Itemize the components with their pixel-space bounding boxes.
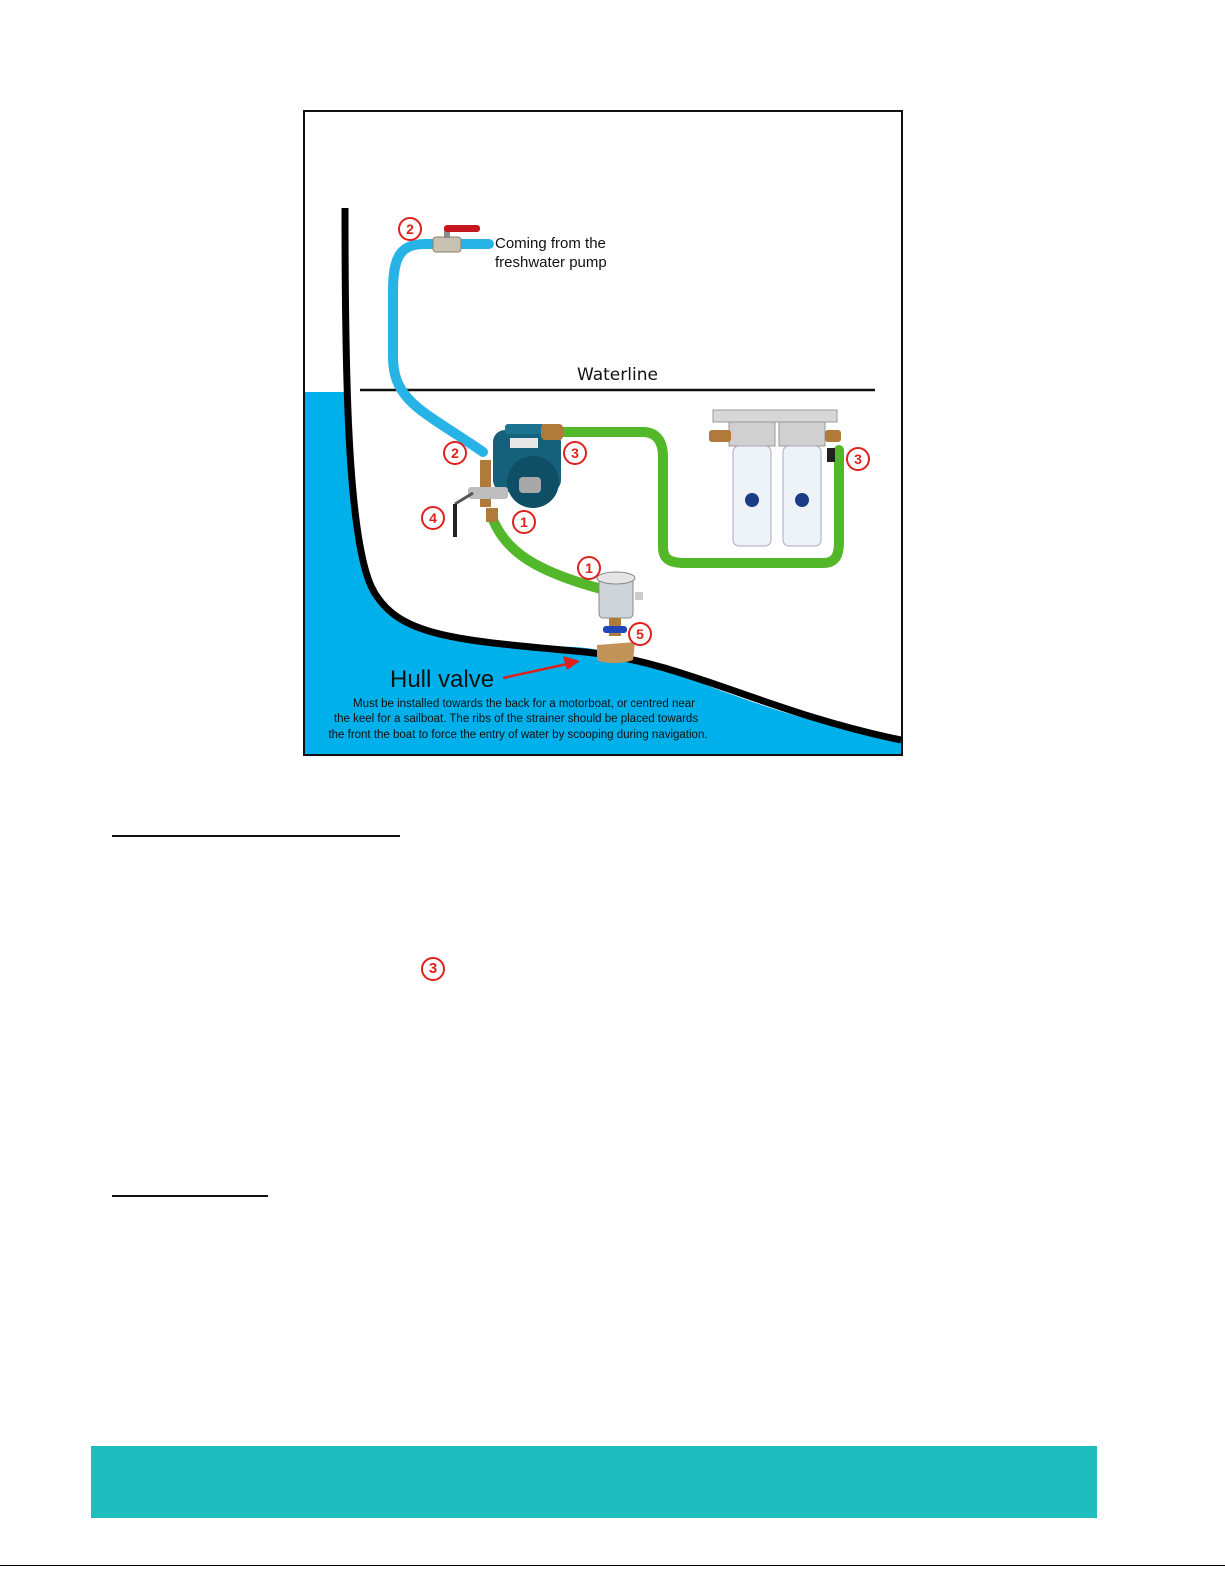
- marker-drain-valve: [422, 507, 444, 529]
- svg-text:1: 1: [585, 560, 593, 576]
- svg-text:5: 5: [636, 626, 644, 642]
- svg-text:4: 4: [429, 510, 437, 526]
- hull-valve-note-line1: Must be installed towards the back for a motorboat, or centred near: [353, 698, 695, 710]
- hull-valve-note-line3: the front the boat to force the entry of water by scooping during navigation.: [328, 729, 708, 741]
- marker-pump-outlet: [564, 442, 586, 464]
- marker-top-valve: [399, 218, 421, 240]
- svg-text:3: 3: [854, 451, 862, 467]
- marker-pump-intake: [513, 511, 535, 533]
- sea-strainer: [597, 572, 643, 663]
- water-pump: [480, 424, 563, 522]
- section-heading-underline-1: [112, 835, 400, 837]
- source-label-line2: freshwater pump: [495, 254, 607, 271]
- footer-band: [91, 1446, 1097, 1518]
- svg-text:3: 3: [571, 445, 579, 461]
- hull-valve-note-line2: the keel for a sailboat. The ribs of the strainer should be placed towards: [333, 713, 699, 725]
- marker-strainer: [578, 557, 600, 579]
- svg-text:1: 1: [520, 514, 528, 530]
- source-label-line1: Coming from the: [495, 235, 606, 252]
- plumbing-diagram: [303, 110, 903, 756]
- hull-valve-label: Hull valve: [390, 666, 495, 693]
- marker-filter-outlet: [847, 448, 869, 470]
- svg-text:2: 2: [451, 445, 459, 461]
- inline-marker-3: 3: [421, 957, 445, 981]
- page-bottom-rule: [0, 1565, 1225, 1566]
- waterline-label: Waterline: [577, 365, 658, 385]
- svg-text:2: 2: [406, 221, 414, 237]
- freshwater-hose: [393, 244, 489, 452]
- marker-seacock: [629, 623, 651, 645]
- section-heading-underline-2: [112, 1195, 268, 1197]
- filter-assembly: [709, 410, 841, 546]
- marker-pump-inlet-tee: [444, 442, 466, 464]
- diagram-canvas: [305, 112, 901, 754]
